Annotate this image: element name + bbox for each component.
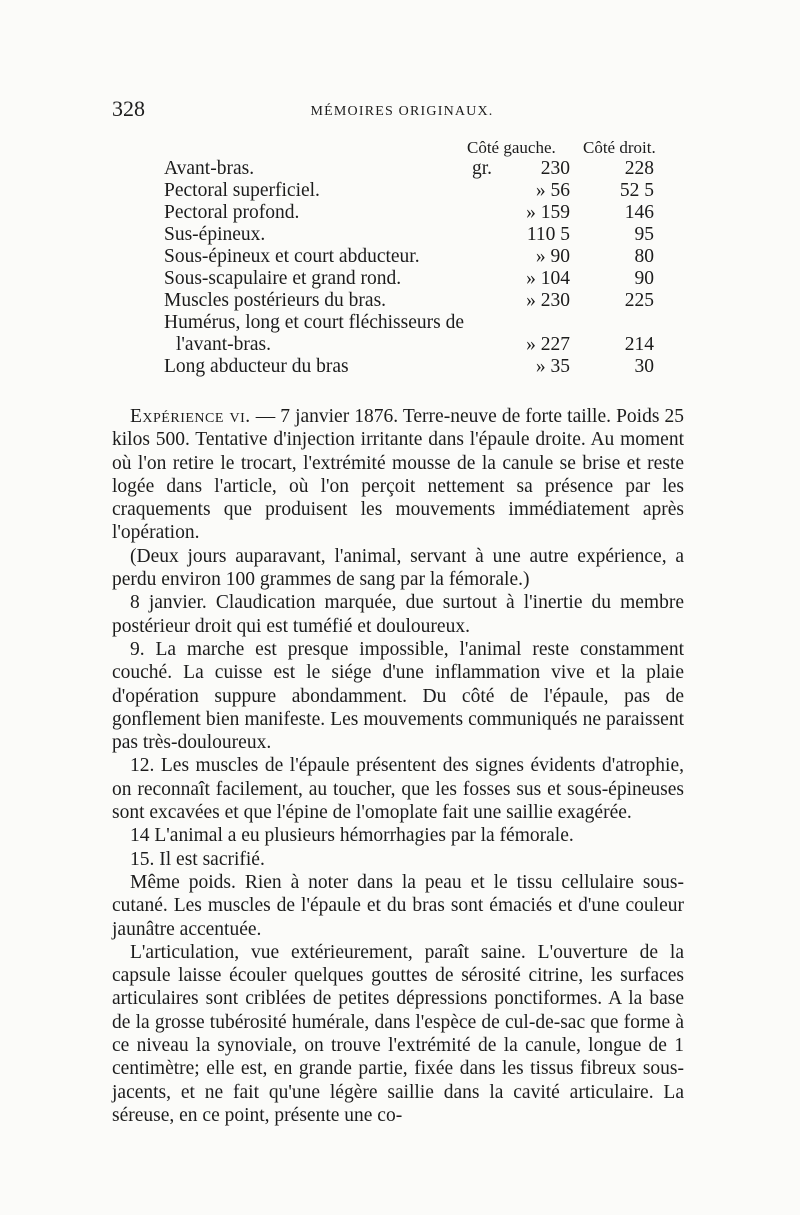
row-label: Avant-bras.	[164, 158, 255, 179]
row-label: Muscles postérieurs du bras.	[164, 290, 387, 311]
table-row	[112, 224, 692, 246]
paragraph: (Deux jours auparavant, l'animal, servant à une autre expérience, a perdu environ 100 grammes de sang par la fémorale.)	[112, 545, 684, 591]
table-row	[112, 202, 692, 224]
paragraph: L'articulation, vue extérieurement, paraît saine. L'ouverture de la capsule laisse écouler quelques gouttes de sérosité citrine, les surfaces articulaires sont criblées de petites dépressions ponctiformes. A la base de la grosse tubérosité humérale, dans l'espèce de cul-de-sac que forme à ce niveau la synoviale, on trouve l'extrémité de la canule, longue de 1 centimètre; elle est, en grande partie, fixée dans les tissus fibreux sous-jacents, et ne fait qu'une légère saillie dans la cavité articulaire. La séreuse, en ce point, présente une co-	[112, 941, 684, 1126]
page-header	[112, 96, 692, 126]
paragraph	[112, 405, 684, 545]
value-right: 228	[624, 158, 654, 179]
table-row	[112, 290, 692, 312]
unit-label: gr.	[472, 158, 493, 179]
paragraph: 15. Il est sacrifié.	[130, 848, 265, 870]
row-label: l'avant-bras.	[176, 334, 272, 355]
row-label: Long abducteur du bras	[164, 356, 349, 377]
table-row	[112, 356, 692, 378]
paragraph: 9. La marche est presque impossible, l'animal reste constamment couché. La cuisse est le siége d'une inflammation vive et la plaie d'opération suppure abondamment. Du côté de l'épaule, pas de gonflement bien manifeste. Les mouvements communiqués ne paraissent pas très-douloureux.	[112, 638, 684, 754]
table-row	[112, 334, 692, 356]
paragraph-text: — 7 janvier 1876. Terre-neuve de forte taille. Poids 25 kilos 500. Tentative d'injection irritante dans l'épaule droite. Au moment où l'on retire le trocart, l'extrémité mousse de la canule se brise et reste logée dans l'article, où l'on perçoit nettement sa présence par les craquements que produisent les mouvements immédiatement après l'opération.	[112, 406, 684, 544]
value-right: 214	[624, 334, 654, 355]
value-left: » 104	[526, 268, 570, 289]
table-row	[112, 158, 692, 180]
row-label: Pectoral profond.	[164, 202, 300, 223]
table-row	[112, 180, 692, 202]
row-label: Humérus, long et court fléchisseurs de	[164, 312, 465, 333]
paragraph: Même poids. Rien à noter dans la peau et le tissu cellulaire sous-cutané. Les muscles de l'épaule et du bras sont émaciés et d'une couleur jaunâtre accentuée.	[112, 871, 684, 940]
row-label: Sous-épineux et court abducteur.	[164, 246, 420, 267]
page-number: 328	[112, 96, 145, 121]
row-label: Pectoral superficiel.	[164, 180, 320, 201]
value-left: 110 5	[526, 224, 570, 245]
table-row	[112, 246, 692, 268]
paragraph: 12. Les muscles de l'épaule présentent des signes évidents d'atrophie, on reconnaît facilement, au toucher, que les fosses sus et sous-épineuses sont excavées et que l'épine de l'omoplate fait une saillie exagérée.	[112, 755, 684, 824]
paragraph: 14 L'animal a eu plusieurs hémorrhagies par la fémorale.	[130, 825, 574, 847]
experiment-label: Expérience vi.	[130, 406, 251, 427]
body-text	[112, 405, 684, 1127]
running-title: MÉMOIRES ORIGINAUX.	[310, 104, 494, 119]
column-header-left: Côté gauche.	[467, 138, 556, 157]
value-right: 80	[634, 246, 654, 267]
value-left: » 56	[535, 180, 570, 201]
value-left: » 90	[535, 246, 570, 267]
value-left: » 230	[526, 290, 570, 311]
value-left: » 35	[535, 356, 570, 377]
value-right: 90	[634, 268, 654, 289]
value-left: 230	[540, 158, 570, 179]
table-row	[112, 312, 692, 334]
value-right: 225	[624, 290, 654, 311]
row-label: Sus-épineux.	[164, 224, 266, 245]
value-left: » 159	[526, 202, 570, 223]
row-label: Sous-scapulaire et grand rond.	[164, 268, 402, 289]
value-right: 30	[634, 356, 654, 377]
value-right: 95	[634, 224, 654, 245]
table-row	[112, 268, 692, 290]
value-left: » 227	[526, 334, 570, 355]
value-right: 52 5	[619, 180, 654, 201]
paragraph: 8 janvier. Claudication marquée, due surtout à l'inertie du membre postérieur droit qui est tuméfié et douloureux.	[112, 592, 684, 637]
column-header-right: Côté droit.	[583, 138, 656, 157]
value-right: 146	[624, 202, 654, 223]
